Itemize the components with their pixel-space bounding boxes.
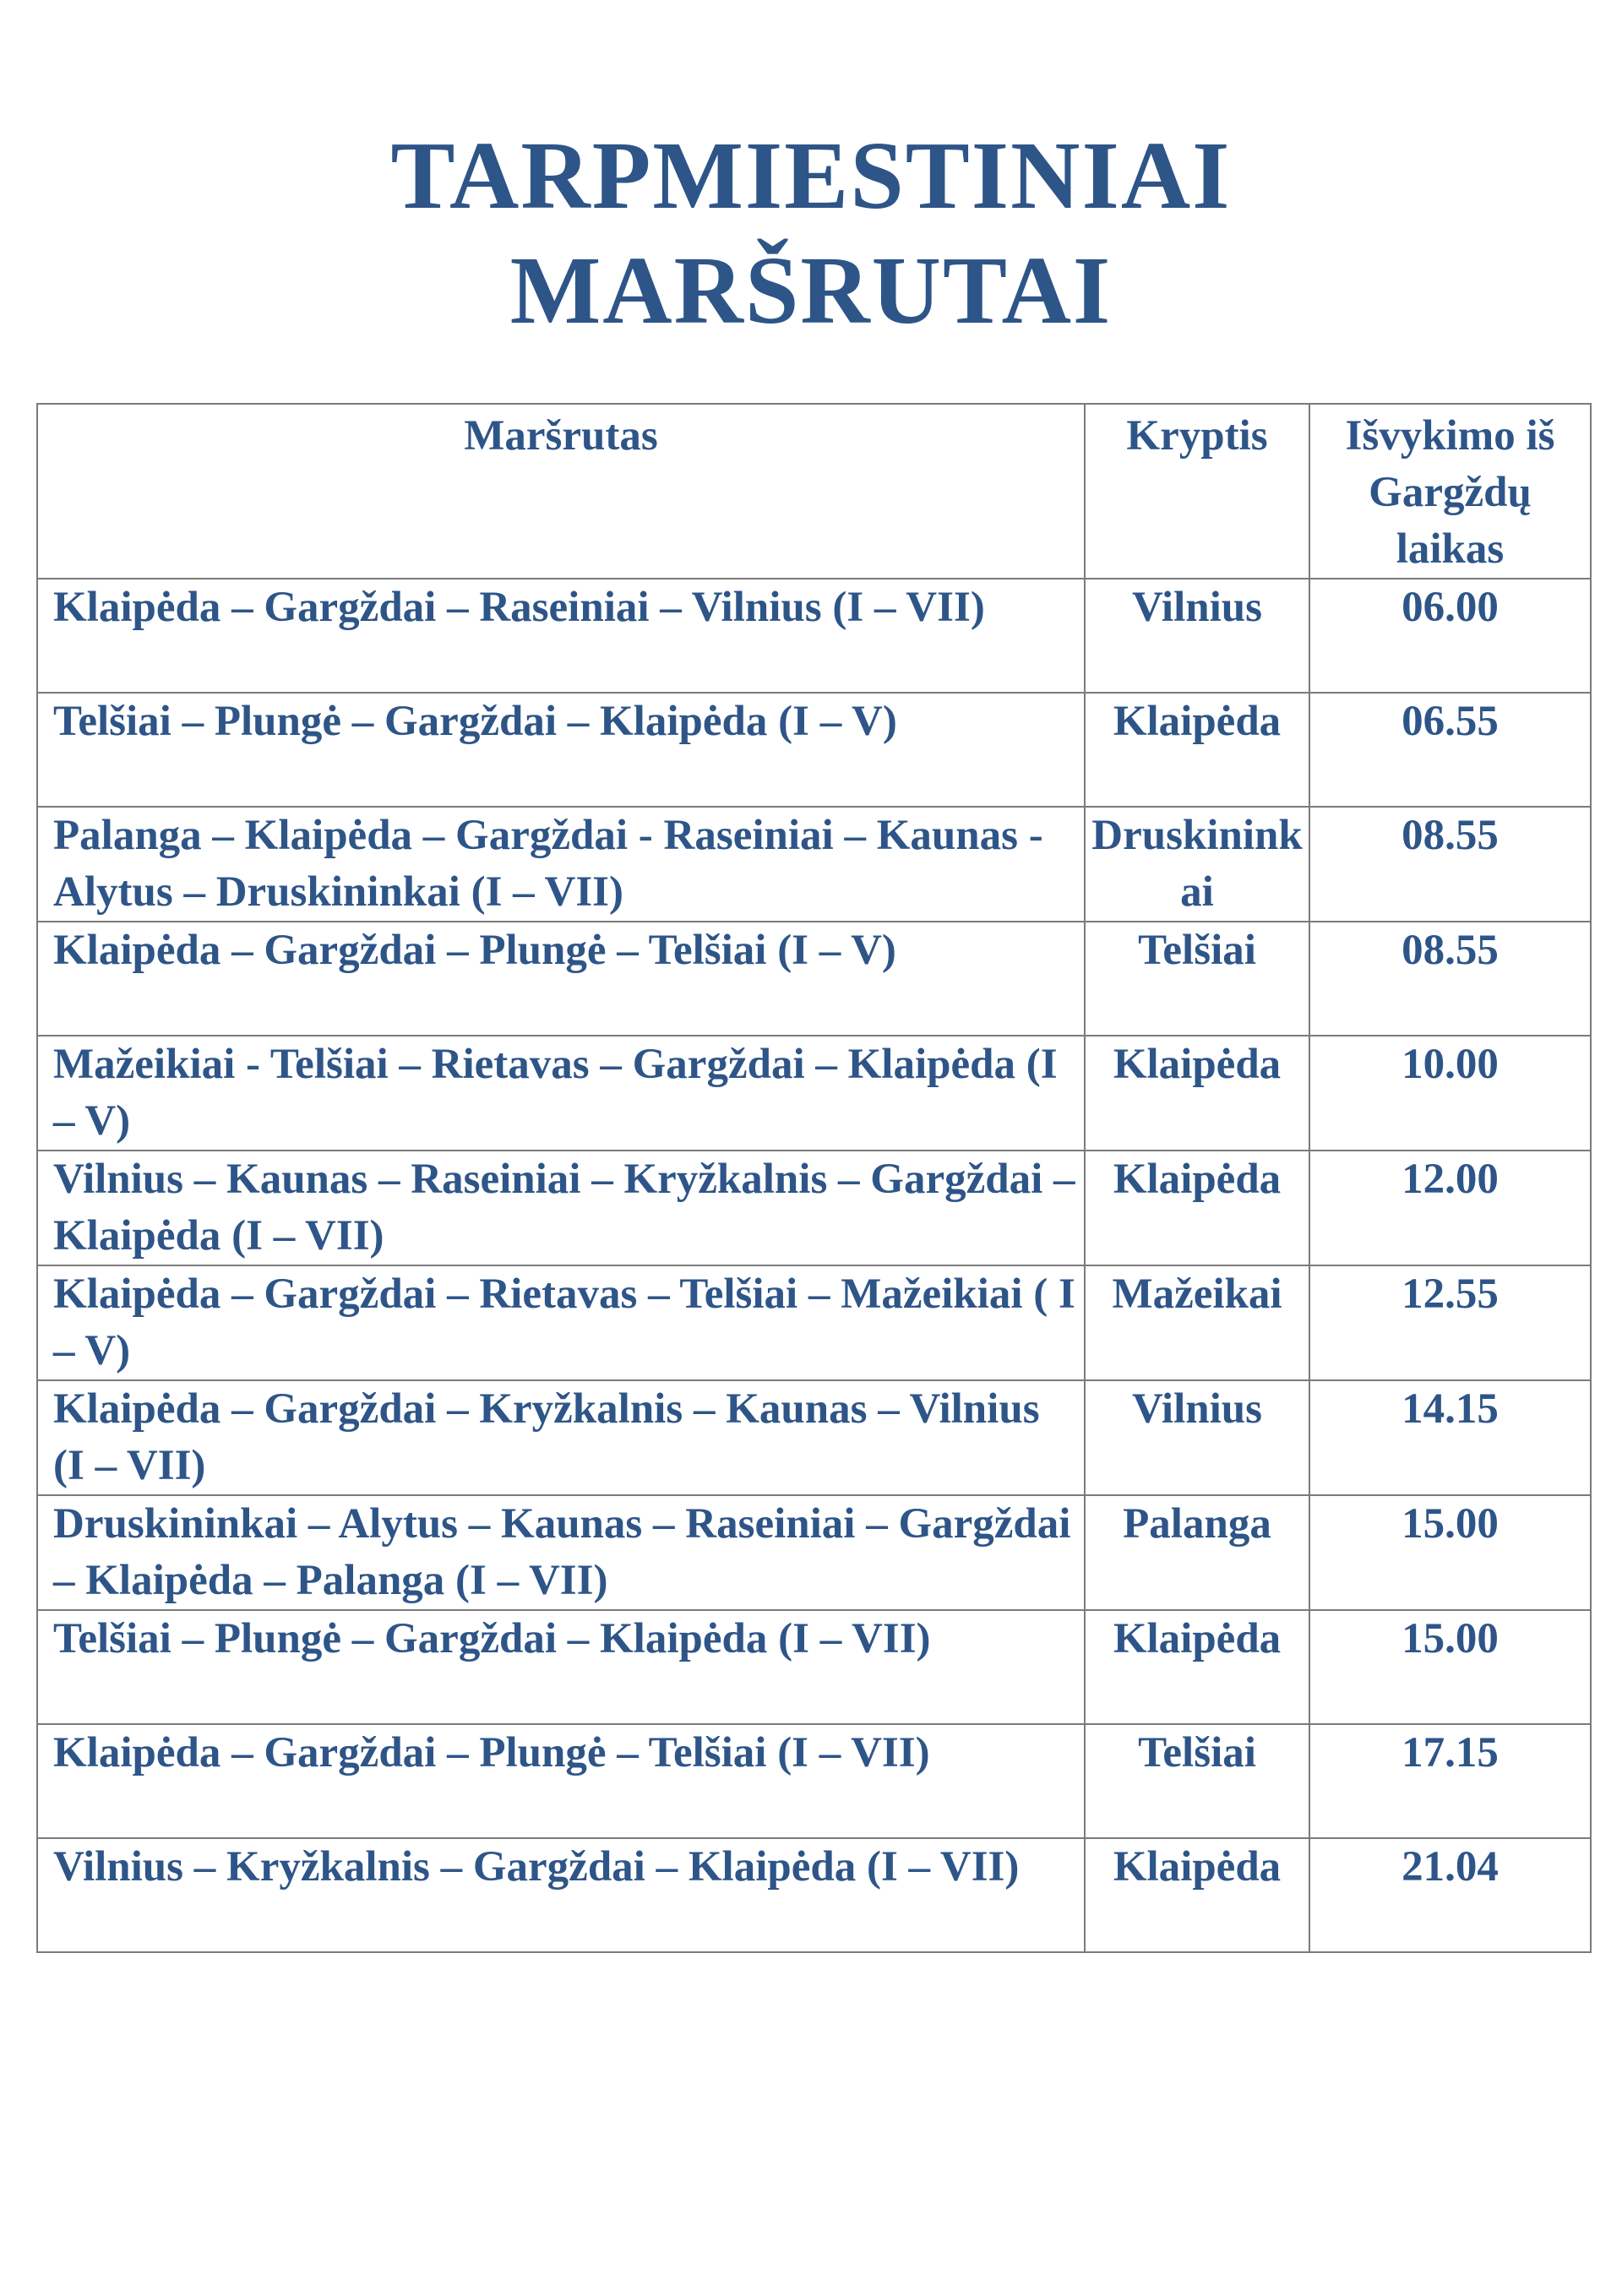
route-cell: Palanga – Klaipėda – Gargždai - Raseiniai – Kaunas - Alytus – Druskininkai (I – VII) [37, 807, 1085, 922]
table-row [37, 1610, 1591, 1724]
table-row [37, 1151, 1591, 1265]
departure-time-cell: 06.00 [1309, 579, 1591, 693]
schedule-table [36, 403, 1592, 1953]
direction-cell: Palanga [1085, 1495, 1309, 1610]
page-title-line-2: MARŠRUTAI [509, 237, 1113, 344]
route-cell: Klaipėda – Gargždai – Plungė – Telšiai (I – V) [37, 922, 1085, 1036]
departure-time-cell: 12.55 [1309, 1265, 1591, 1380]
table-row [37, 1265, 1591, 1380]
departure-time-cell: 21.04 [1309, 1838, 1591, 1952]
route-cell: Telšiai – Plungė – Gargždai – Klaipėda (I – VII) [37, 1610, 1085, 1724]
departure-time-cell: 15.00 [1309, 1495, 1591, 1610]
route-cell: Klaipėda – Gargždai – Rietavas – Telšiai – Mažeikiai ( I – V) [37, 1265, 1085, 1380]
direction-cell: Telšiai [1085, 922, 1309, 1036]
table-row [37, 693, 1591, 807]
table-row [37, 1495, 1591, 1610]
departure-time-cell: 06.55 [1309, 693, 1591, 807]
table-row [37, 807, 1591, 922]
departure-time-cell: 14.15 [1309, 1380, 1591, 1495]
departure-time-cell: 08.55 [1309, 922, 1591, 1036]
direction-cell: Klaipėda [1085, 1610, 1309, 1724]
departure-time-cell: 17.15 [1309, 1724, 1591, 1838]
direction-cell: Klaipėda [1085, 693, 1309, 807]
table-row [37, 1838, 1591, 1952]
header-route: Maršrutas [37, 404, 1085, 579]
header-direction: Kryptis [1085, 404, 1309, 579]
route-cell: Vilnius – Kryžkalnis – Gargždai – Klaipėda (I – VII) [37, 1838, 1085, 1952]
direction-cell: Telšiai [1085, 1724, 1309, 1838]
route-cell: Klaipėda – Gargždai – Kryžkalnis – Kaunas – Vilnius (I – VII) [37, 1380, 1085, 1495]
departure-time-cell: 08.55 [1309, 807, 1591, 922]
departure-time-cell: 15.00 [1309, 1610, 1591, 1724]
route-cell: Mažeikiai - Telšiai – Rietavas – Gargždai – Klaipėda (I – V) [37, 1036, 1085, 1151]
direction-cell: Druskininkai [1085, 807, 1309, 922]
direction-cell: Vilnius [1085, 579, 1309, 693]
route-cell: Klaipėda – Gargždai – Raseiniai – Vilnius (I – VII) [37, 579, 1085, 693]
table-header-row [37, 404, 1591, 579]
route-cell: Druskininkai – Alytus – Kaunas – Raseiniai – Gargždai – Klaipėda – Palanga (I – VII) [37, 1495, 1085, 1610]
route-cell: Klaipėda – Gargždai – Plungė – Telšiai (I – VII) [37, 1724, 1085, 1838]
direction-cell: Klaipėda [1085, 1036, 1309, 1151]
table-row [37, 1036, 1591, 1151]
page-title [0, 118, 1622, 348]
table-row [37, 579, 1591, 693]
table-row [37, 1380, 1591, 1495]
route-cell: Vilnius – Kaunas – Raseiniai – Kryžkalnis – Gargždai – Klaipėda (I – VII) [37, 1151, 1085, 1265]
header-departure: Išvykimo iš Gargždų laikas [1309, 404, 1591, 579]
direction-cell: Klaipėda [1085, 1838, 1309, 1952]
direction-cell: Vilnius [1085, 1380, 1309, 1495]
direction-cell: Klaipėda [1085, 1151, 1309, 1265]
departure-time-cell: 10.00 [1309, 1036, 1591, 1151]
page-title-line-1: TARPMIESTINIAI [390, 122, 1232, 229]
departure-time-cell: 12.00 [1309, 1151, 1591, 1265]
table-row [37, 1724, 1591, 1838]
table-row [37, 922, 1591, 1036]
route-cell: Telšiai – Plungė – Gargždai – Klaipėda (I – V) [37, 693, 1085, 807]
direction-cell: Mažeikai [1085, 1265, 1309, 1380]
